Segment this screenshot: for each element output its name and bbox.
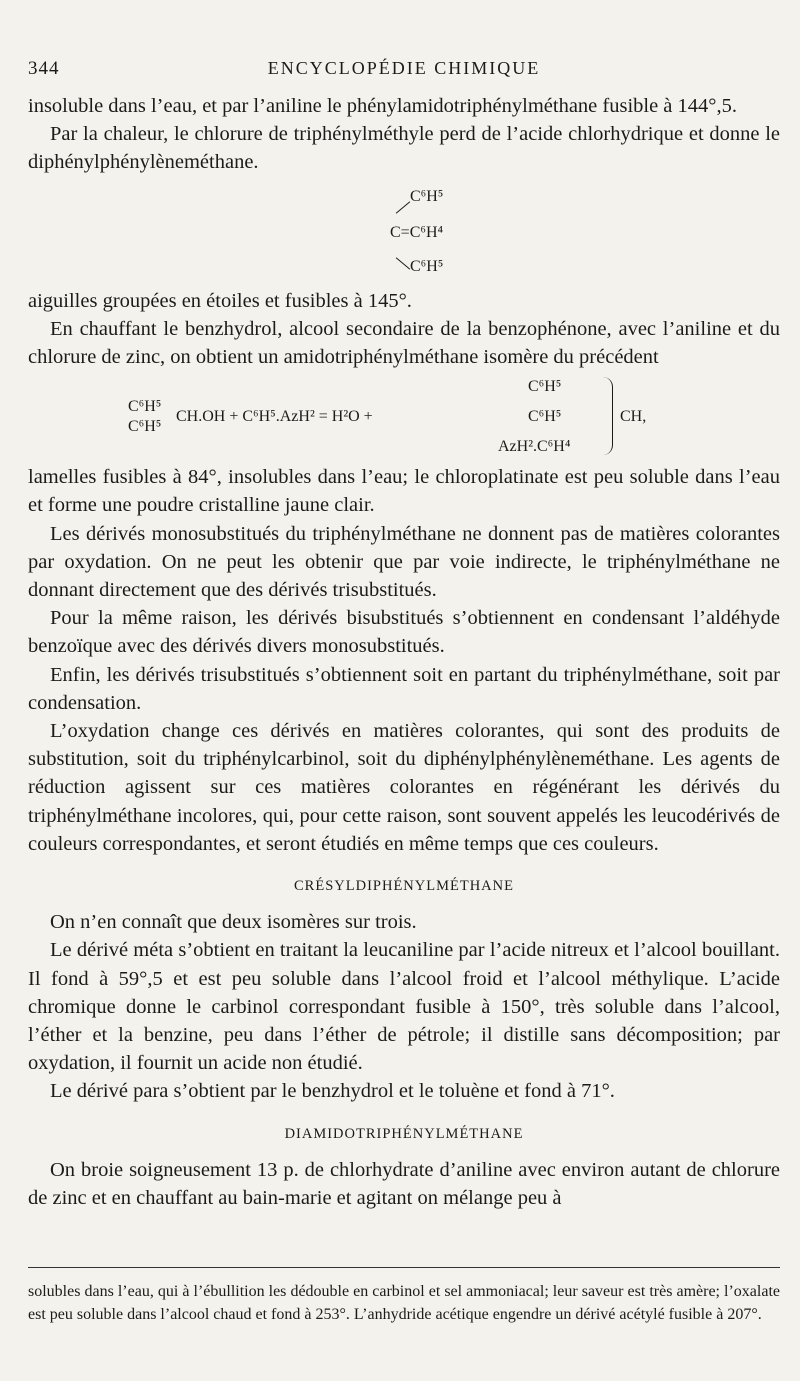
chemical-equation (28, 371, 780, 463)
brace (602, 377, 613, 455)
footnote-rule (28, 1267, 780, 1268)
formula-line: C=C⁶H⁴ (390, 223, 444, 241)
formula-term: C⁶H⁵ (528, 408, 562, 426)
page (28, 0, 780, 1381)
section-heading: CRÉSYLDIPHÉNYLMÉTHANE (294, 878, 514, 895)
paragraph: lamelles fusibles à 84°, insolubles dans l’eau; le chloroplatinate est peu soluble dans l’eau et forme une poudre cristalline jaune clair. (28, 466, 780, 517)
section-heading: DIAMIDOTRIPHÉNYLMÉTHANE (284, 1125, 524, 1142)
paragraph: Pour la même raison, les dérivés bisubstitués s’obtiennent en condensant l’aldéhyde benzoïque avec des dérivés divers monosubstitués. (28, 607, 780, 658)
formula-term: C⁶H⁵ (128, 418, 162, 436)
page-number: 344 (28, 58, 60, 79)
body-text (28, 92, 780, 1212)
formula-line: C⁶H⁵ (410, 257, 444, 275)
paragraph: Les dérivés monosubstitués du triphénylméthane ne donnent pas de matières colorantes par oxydation. On ne peut les obtenir que par voie indirecte, le triphénylméthane ne donnant directement que des dérivés trisubstitués. (28, 522, 780, 602)
paragraph: Enfin, les dérivés trisubstitués s’obtiennent soit en partant du triphénylméthane, soit par condensation. (28, 663, 780, 714)
paragraph: On n’en connaît que deux isomères sur trois. (50, 911, 417, 934)
formula-term: C⁶H⁵ (128, 398, 162, 416)
paragraph: insoluble dans l’eau, et par l’aniline le phénylamidotriphénylméthane fusible à 144°,5. (28, 95, 737, 117)
chemical-formula (28, 179, 780, 287)
footnote: solubles dans l’eau, qui à l’ébullition les dédouble en carbinol et sel ammoniacal; leur saveur est très amère; l’oxalate est peu soluble dans l’alcool chaud et fond à 253°. L’anhydride acétique engendre un dérivé acétylé fusible à 207°. (28, 1283, 780, 1323)
formula-term: C⁶H⁵ (528, 378, 562, 396)
paragraph: Le dérivé méta s’obtient en traitant la leucaniline par l’acide nitreux et l’alcool bouillant. Il fond à 59°,5 et est peu soluble dans l’alcool froid et l’alcool méthylique. L’acide chromique donne le carbinol correspondant fusible à 150°, très soluble dans l’alcool, l’éther et la benzine, peu dans l’éther de pétrole; il distille sans décomposition; par oxydation, il fournit un acide non étudié. (28, 939, 780, 1075)
paragraph: Le dérivé para s’obtient par le benzhydrol et le toluène et fond à 71°. (50, 1080, 615, 1103)
formula-term: CH.OH + C⁶H⁵.AzH² = H²O + (176, 408, 373, 426)
paragraph: En chauffant le benzhydrol, alcool secondaire de la benzophénone, avec l’aniline et du chlorure de zinc, on obtient un amidotriphénylméthane isomère du précédent (28, 317, 780, 369)
paragraph: L’oxydation change ces dérivés en matières colorantes, qui sont des produits de substitution, soit du triphénylcarbinol, soit du diphénylphénylèneméthane. Les agents de réduction agissent sur ces matières colorantes en régénérant les dérivés du triphénylméthane incolores, qui, pour cette raison, sont souvent appelés les leucodérivés de couleurs correspondantes, et seront étudiés en même temps que ces couleurs. (28, 720, 780, 855)
paragraph: On broie soigneusement 13 p. de chlorhydrate d’aniline avec environ autant de chlorure de zinc et en chauffant au bain-marie et agitant on mélange peu à (28, 1158, 780, 1210)
page-header (28, 58, 780, 86)
bond-line (396, 257, 410, 269)
paragraph: Par la chaleur, le chlorure de triphénylméthyle perd de l’acide chlorhydrique et donne le diphénylphénylèneméthane. (28, 123, 780, 174)
formula-term: CH, (620, 408, 647, 426)
formula-term: AzH².C⁶H⁴ (498, 438, 571, 456)
bond-line (396, 201, 410, 213)
running-title: ENCYCLOPÉDIE CHIMIQUE (267, 58, 541, 78)
paragraph: aiguilles groupées en étoiles et fusibles à 145°. (28, 289, 412, 312)
formula-line: C⁶H⁵ (410, 187, 444, 205)
